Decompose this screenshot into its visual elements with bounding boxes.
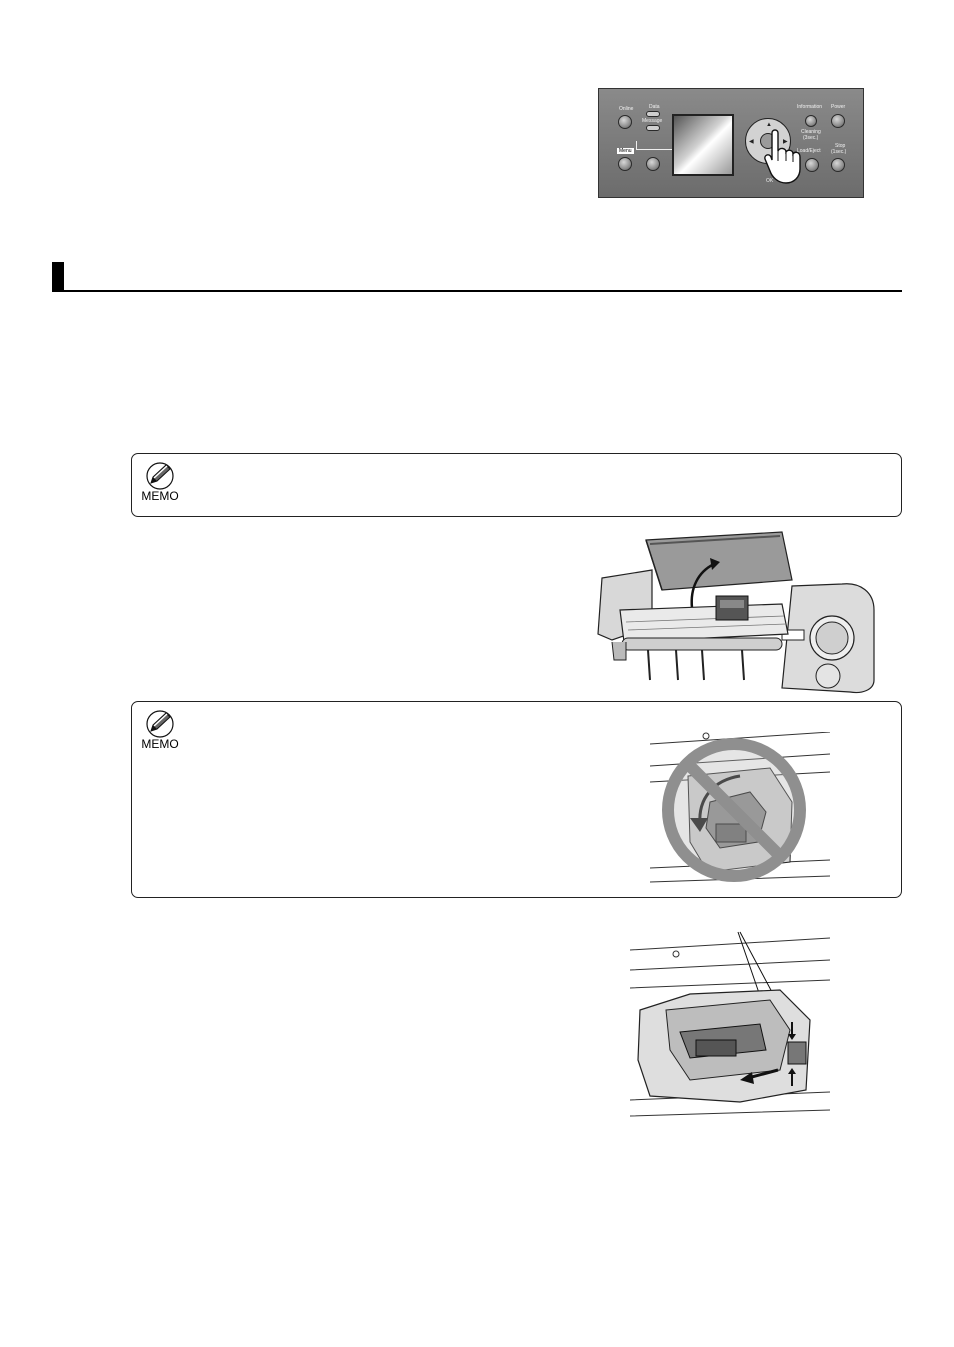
menu-label: Menu bbox=[619, 148, 632, 154]
message-lamp bbox=[646, 125, 660, 131]
load-eject-label: Load/Eject bbox=[797, 148, 821, 154]
memo-label: MEMO bbox=[141, 737, 179, 751]
information-button bbox=[805, 115, 817, 127]
data-label: Data bbox=[649, 104, 660, 110]
panel-button bbox=[646, 157, 660, 171]
memo-label: MEMO bbox=[141, 489, 179, 503]
memo-icon bbox=[140, 460, 180, 504]
left-arrow-icon: ◀ bbox=[749, 139, 754, 145]
power-button bbox=[831, 114, 845, 128]
panel-bracket bbox=[636, 141, 674, 150]
message-label: Message bbox=[642, 118, 663, 124]
carriage-closeup-illustration bbox=[630, 930, 830, 1120]
load-eject-button bbox=[805, 158, 819, 172]
online-label: Online bbox=[619, 106, 634, 112]
display-screen bbox=[672, 114, 734, 176]
stop-button bbox=[831, 158, 845, 172]
prohibited-operation-illustration bbox=[650, 732, 830, 890]
stop-label: Stop bbox=[835, 143, 846, 149]
section-heading-marker bbox=[52, 262, 64, 292]
cleaning-sub-label: (3sec.) bbox=[803, 135, 819, 141]
up-arrow-icon: ▲ bbox=[766, 122, 772, 128]
data-lamp bbox=[646, 111, 660, 117]
right-arrow-icon: ▶ bbox=[783, 139, 788, 145]
cleaning-label: Cleaning bbox=[801, 129, 821, 135]
stop-sub-label: (1sec.) bbox=[831, 149, 847, 155]
memo-box bbox=[131, 453, 902, 517]
online-button bbox=[618, 115, 632, 129]
printer-open-cover-illustration bbox=[592, 530, 882, 698]
memo-box bbox=[131, 701, 902, 898]
pencil-icon bbox=[140, 708, 180, 738]
power-label: Power bbox=[831, 104, 846, 110]
pencil-icon bbox=[140, 460, 180, 490]
information-label: Information bbox=[797, 104, 823, 110]
ok-label: OK bbox=[766, 178, 774, 184]
menu-button bbox=[618, 157, 632, 171]
control-panel-illustration bbox=[598, 88, 864, 198]
memo-icon bbox=[140, 708, 180, 752]
section-heading-rule bbox=[52, 290, 902, 292]
